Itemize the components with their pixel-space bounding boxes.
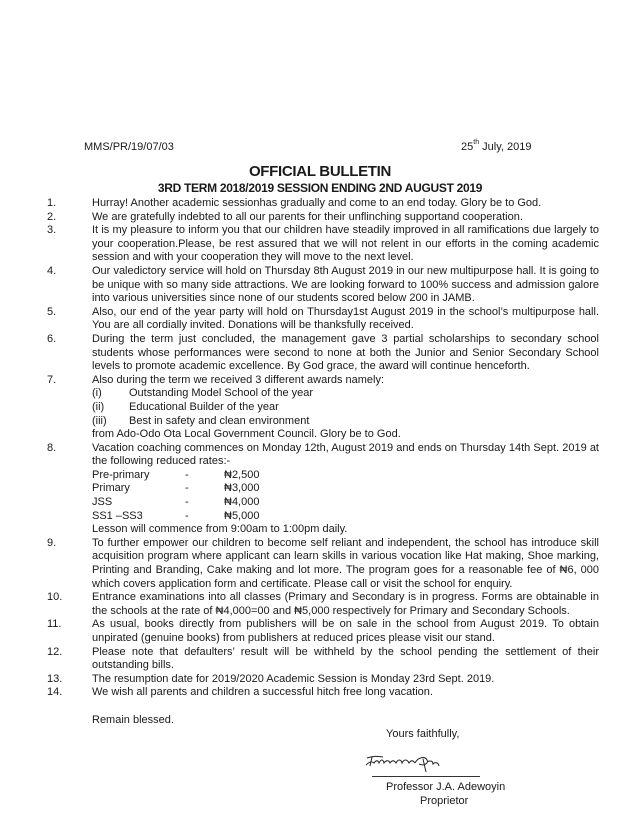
award-numeral: (iii)	[92, 414, 107, 427]
item-number: 6.	[47, 332, 57, 345]
bulletin-item	[47, 686, 599, 700]
item-number: 8.	[47, 441, 57, 454]
signer-name: Professor J.A. Adewoyin	[386, 780, 506, 793]
reference-number: MMS/PR/19/07/03	[84, 141, 174, 153]
page-title: OFFICIAL BULLETIN	[248, 163, 392, 180]
remain-blessed: Remain blessed.	[92, 713, 174, 726]
rate-amount: ₦3,000	[224, 482, 260, 495]
item-number: 14.	[47, 686, 63, 699]
item-number: 2.	[47, 210, 57, 223]
closing-block	[47, 714, 599, 810]
rate-row	[92, 482, 599, 496]
bulletin-item	[47, 211, 599, 225]
item-text: Also, our end of the year party will hold on Thursday1st August 2019 in the school’s multipurpose hall. You are all cordially invited. Donations will be thanksfully received.	[92, 305, 599, 332]
date-suffix: th	[473, 139, 480, 146]
rate-level: JSS	[92, 496, 113, 509]
item-number: 5.	[47, 305, 57, 318]
date-day: 25	[461, 141, 474, 153]
item-number: 4.	[47, 264, 57, 277]
rate-amount: ₦2,500	[224, 468, 260, 481]
award-text: Educational Builder of the year	[129, 400, 279, 413]
rate-dash: -	[185, 468, 189, 481]
page-subtitle: 3RD TERM 2018/2019 SESSION ENDING 2ND AUGUST 2019	[157, 181, 483, 195]
rate-level: SS1 –SS3	[92, 509, 143, 522]
award-source: from Ado-Odo Ota Local Government Council. Glory be to God.	[92, 428, 401, 441]
item-text: Also during the term we received 3 different awards namely:	[92, 373, 385, 386]
bulletin-item	[47, 265, 599, 306]
item-text: Hurray! Another academic sessionhas gradually and come to an end today. Glory be to God.	[92, 197, 542, 209]
signature-line	[372, 776, 480, 777]
rate-level: Pre-primary	[92, 468, 150, 481]
item-text: The resumption date for 2019/2020 Academic Session is Monday 23rd Sept. 2019.	[92, 672, 495, 685]
date-rest: July, 2019	[479, 141, 532, 153]
bulletin-item	[47, 646, 599, 673]
bulletin-item	[47, 333, 599, 374]
item-number: 13.	[47, 672, 63, 685]
rate-amount: ₦4,000	[224, 496, 260, 509]
item-number: 12.	[47, 645, 63, 658]
signature-icon	[363, 748, 463, 774]
award-row	[92, 387, 599, 401]
bulletin-body	[47, 197, 599, 810]
bulletin-item	[47, 618, 599, 645]
rate-dash: -	[185, 482, 189, 495]
award-text: Best in safety and clean environment	[129, 414, 310, 427]
bulletin-item-awards	[47, 374, 599, 442]
item-number: 3.	[47, 224, 57, 237]
bulletin-item	[47, 673, 599, 687]
rate-dash: -	[185, 496, 189, 509]
bulletin-item	[47, 197, 599, 211]
bulletin-date	[461, 141, 531, 153]
rate-dash: -	[185, 509, 189, 522]
rate-amount: ₦5,000	[224, 509, 260, 522]
rate-row	[92, 510, 599, 524]
item-text: As usual, books directly from publishers will be on sale in the school from August 2019. To obtain unpirated (genuine books) from publishers at reduced prices please visit our stand.	[92, 618, 599, 644]
signer-role: Proprietor	[420, 794, 469, 807]
item-number: 10.	[47, 591, 63, 604]
item-text: We are gratefully indebted to all our parents for their unflinching supportand cooperation.	[92, 210, 523, 223]
rate-row	[92, 496, 599, 510]
item-text: To further empower our children to become self reliant and independent, the school has introduce skill acquisition program where applicant can learn skills in various vocation like Hat making, Shoe marking, Printing and Branding, Cake making and lot more. The program goes for a reasonable fee of ₦6, 000 which covers application form and certificate. Please call or visit the school for enquiry.	[92, 536, 599, 590]
bulletin-items	[47, 197, 599, 700]
bulletin-item-rates	[47, 442, 599, 537]
award-numeral: (ii)	[92, 400, 105, 413]
item-text: It is my pleasure to inform you that our children have steadily improved in all ramifications due largely to your cooperation.Please, be rest assured that we will not relent in our efforts in the coming academic session and with your cooperation they will move to the next level.	[92, 224, 599, 264]
item-number: 7.	[47, 373, 57, 386]
item-number: 11.	[47, 618, 62, 631]
item-text: During the term just concluded, the management gave 3 partial scholarships to secondary school students whose performances were second to none at both the Junior and Senior Secondary School levels to promote academic excellence. By God grace, the award will continue henceforth.	[92, 332, 599, 373]
award-text: Outstanding Model School of the year	[129, 387, 314, 400]
rate-level: Primary	[92, 482, 130, 495]
rate-row	[92, 469, 599, 483]
award-row	[92, 401, 599, 415]
item-number: 9.	[47, 536, 57, 549]
item-text: Our valedictory service will hold on Thursday 8th August 2019 in our new multipurpose hall. It is going to be unique with so many side attractions. We are looking forward to 100% success and admission galore into various universities since none of our students scored below 200 in JAMB.	[92, 264, 599, 305]
item-text: Entrance examinations into all classes (Primary and Secondary is in progress. Forms are obtainable in the schools at the rate of ₦4,000=00 and ₦5,000 respectively for Primary and Secondary Schools.	[92, 591, 599, 617]
lesson-hours: Lesson will commence from 9:00am to 1:00pm daily.	[92, 523, 348, 536]
award-row	[92, 415, 599, 429]
bulletin-item	[47, 306, 599, 333]
yours-faithfully: Yours faithfully,	[386, 727, 460, 740]
item-text: Please note that defaulters’ result will be withheld by the school pending the settlement of their outstanding bills.	[92, 645, 599, 672]
item-number: 1.	[47, 197, 57, 209]
bulletin-item	[47, 537, 599, 591]
bulletin-item	[47, 591, 599, 618]
bulletin-item	[47, 224, 599, 265]
award-numeral: (i)	[92, 387, 102, 400]
item-text: We wish all parents and children a successful hitch free long vacation.	[92, 686, 433, 699]
item-text: Vacation coaching commences on Monday 12th, August 2019 and ends on Thursday 14th Sept. 2019 at the following reduced rates:-	[92, 441, 599, 468]
